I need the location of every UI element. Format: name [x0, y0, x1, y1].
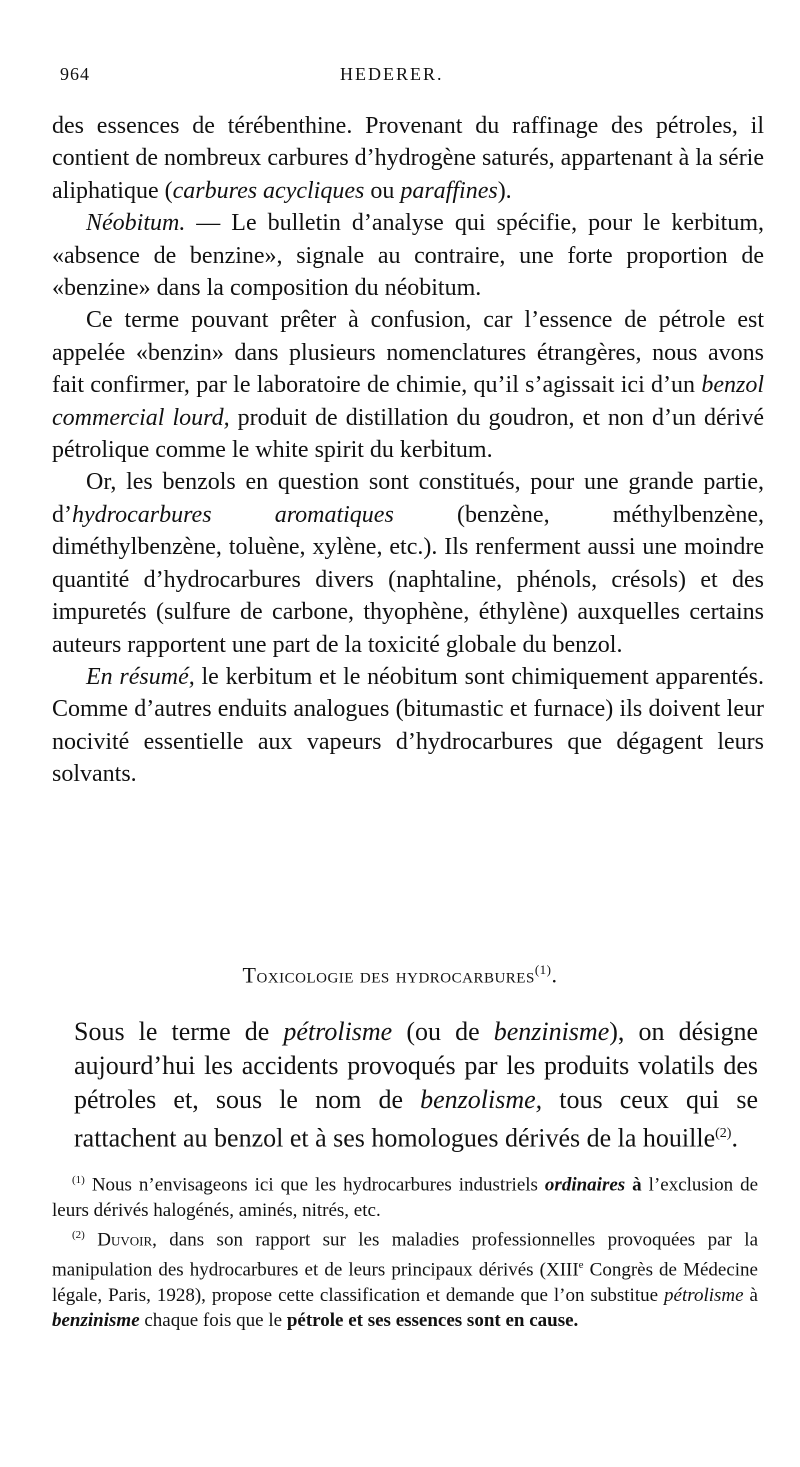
page-header	[60, 64, 760, 94]
paragraph: des essences de térébenthine. Provenant du raffinage des pétroles, il contient de nombreux carbures d’hydrogène saturés, appartenant à la série aliphatique (carbures acycliques ou paraffines).	[52, 113, 764, 204]
footnote-ref[interactable]: (1)	[534, 962, 552, 977]
paragraph: Sous le terme de pétrolisme (ou de benzinisme), on désigne aujourd’hui les accidents provoqués par les produits volatils des pétroles et, sous le nom de benzolisme, tous ceux qui se rattachent au benzol et à ses homologues dérivés de la houille$^{(2)}$.	[74, 1017, 759, 1153]
footnote: $^{(1)}$ Nous n’envisageons ici que les hydrocarbures industriels ordinaires à l’exclusion de leurs dérivés halogénés, aminés, nitrés, etc.	[52, 1174, 759, 1221]
running-head: HEDERER.	[340, 64, 444, 84]
body-text	[52, 110, 764, 791]
page-number: 964	[60, 64, 90, 84]
body-text-large	[74, 1015, 758, 1156]
section-heading: Toxicologie des hydrocarbures$^{(1)}$.	[242, 962, 558, 988]
paragraph: En résumé, le kerbitum et le néobitum sont chimiquement apparentés. Comme d’autres enduits analogues (bitumastic et furnace) ils doivent leur nocivité essentielle aux vapeurs d’hydrocarbures que dégagent leurs solvants.	[52, 663, 764, 788]
footnote-ref[interactable]: (2)	[715, 1126, 732, 1141]
footnote: $^{(2)}$ Duvoir, dans son rapport sur les maladies professionnelles provoquées par la manipulation des hydrocarbures et de leurs principaux dérivés (XIIIe Congrès de Médecine légale, Paris, 1928), propose cette classification et demande que l’on substitue pétrolisme à benzinisme chaque fois que le pétrole et ses essences sont en cause.	[52, 1229, 759, 1332]
footnotes	[52, 1168, 758, 1334]
paragraph: Ce terme pouvant prêter à confusion, car l’essence de pétrole est appelée «benzin» dans plusieurs nomenclatures étrangères, nous avons fait confirmer, par le laboratoire de chimie, qu’il s’agissait ici d’un benzol commercial lourd, produit de distillation du goudron, et non d’un dérivé pétrolique comme le white spirit du kerbitum.	[52, 307, 764, 464]
footnote-marker: (2)	[72, 1229, 85, 1242]
footnote-marker: (1)	[72, 1174, 85, 1186]
paragraph: Néobitum. — Le bulletin d’analyse qui spécifie, pour le kerbitum, «absence de benzine», signale au contraire, une forte proportion de «benzine» dans la composition du néobitum.	[52, 210, 764, 302]
paragraph: Or, les benzols en question sont constitués, pour une grande partie, d’hydrocarbures aromatiques (benzène, méthylbenzène, diméthylbenzène, toluène, xylène, etc.). Ils renferment aussi une moindre quantité d’hydrocarbures divers (naphtaline, phénols, crésols) et des impuretés (sulfure de carbone, thyophène, éthylène) auxquelles certains auteurs rapportent une part de la toxicité globale du benzol.	[52, 469, 764, 658]
